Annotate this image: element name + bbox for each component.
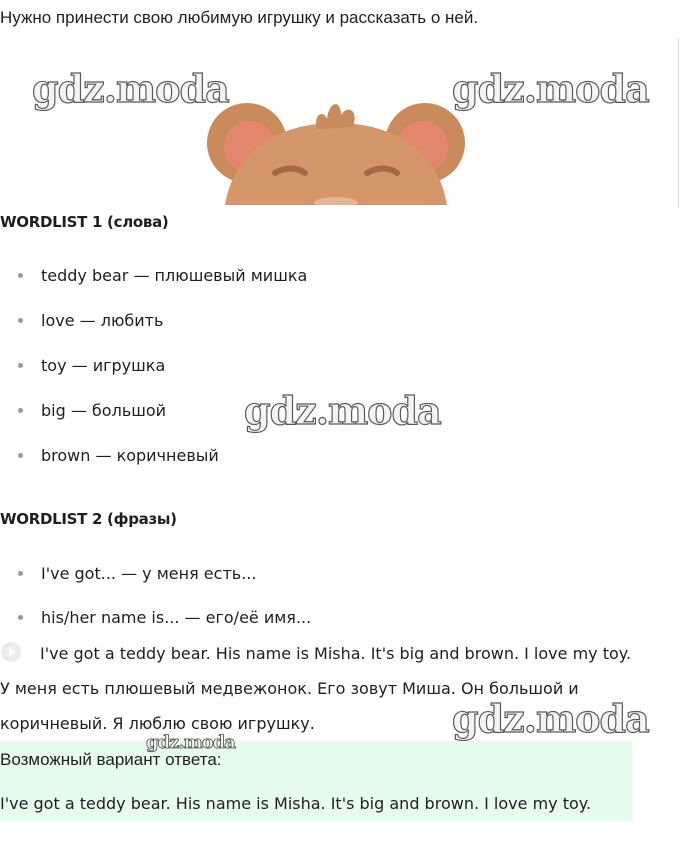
wordlist1-heading: WORDLIST 1 (слова) [0,213,169,231]
teddy-bear-illustration [205,95,467,205]
list-item: big — большой [18,401,166,420]
example-russian-line1: У меня есть плюшевый медвежонок. Его зовут Миша. Он большой и [0,679,579,698]
list-item: his/her name is... — его/её имя... [18,608,311,627]
list-item: love — любить [18,311,163,330]
play-icon[interactable] [1,642,21,662]
bear-hair-tuft [316,104,355,129]
answer-text: I've got a teddy bear. His name is Misha. It's big and brown. I love my toy. [0,794,592,813]
watermark: gdz.moda [244,388,441,433]
bullet-dot [18,273,23,278]
list-item: brown — коричневый [18,446,219,465]
list-item: teddy bear — плюшевый мишка [18,266,307,285]
bullet-dot [18,615,23,620]
bullet-dot [18,453,23,458]
answer-label: Возможный вариант ответа: [0,750,222,769]
watermark: gdz.moda [32,66,229,111]
list-item: I've got... — у меня есть... [18,564,256,583]
bullet-dot [18,571,23,576]
wordlist2-heading: WORDLIST 2 (фразы) [0,510,177,528]
bullet-dot [18,408,23,413]
example-english: I've got a teddy bear. His name is Misha. It's big and brown. I love my toy. [40,644,632,663]
watermark: gdz.moda [452,66,649,111]
bullet-dot [18,363,23,368]
watermark: gdz.moda [146,732,235,753]
intro-text: Нужно принести свою любимую игрушку и рассказать о ней. [0,8,479,27]
watermark: gdz.moda [452,696,649,741]
bullet-dot [18,318,23,323]
example-russian-line2: коричневый. Я люблю свою игрушку. [0,714,315,733]
list-item: toy — игрушка [18,356,165,375]
divider-line [678,38,679,208]
